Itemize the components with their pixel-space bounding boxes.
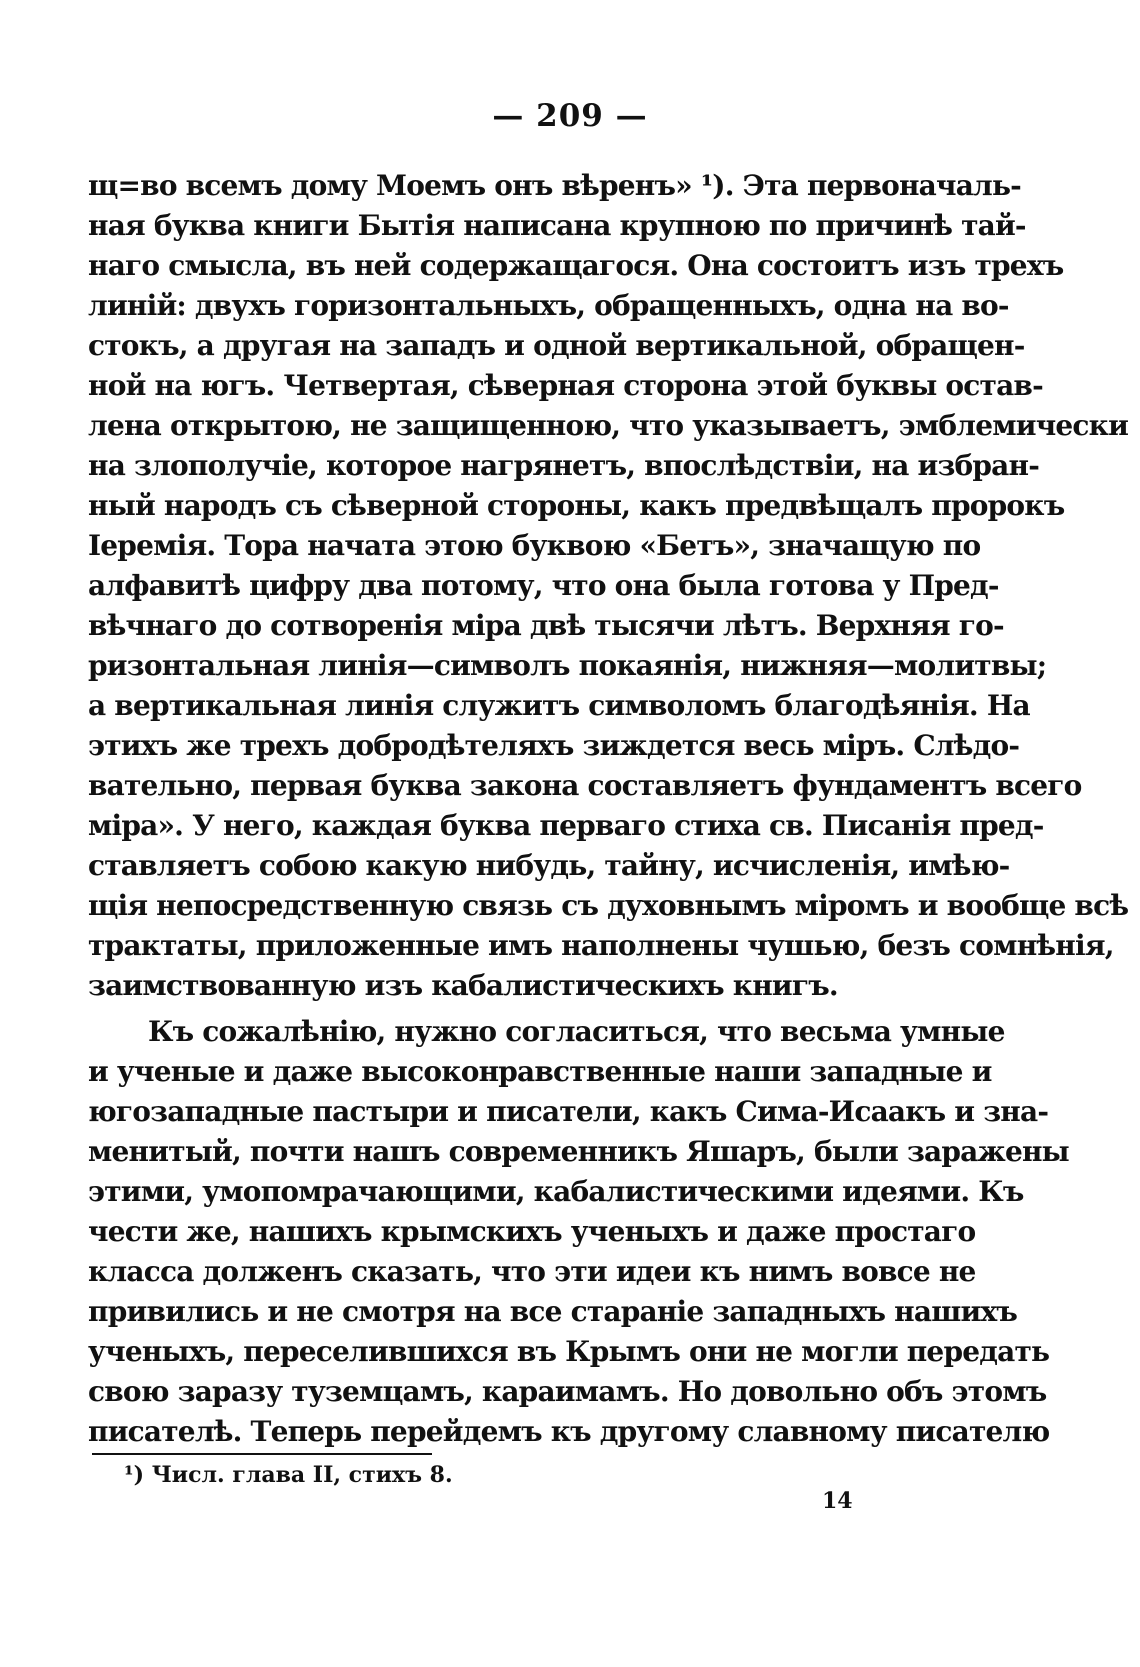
text-line: стокъ, а другая на западъ и одной вертикальной, обращен- (88, 329, 1025, 362)
text-line: Іеремія. Тора начата этою буквою «Бетъ», значащую по (88, 529, 981, 562)
text-line: вательно, первая буква закона составляетъ фундаментъ всего (88, 769, 1082, 802)
text-line: на злополучіе, которое нагрянетъ, впослѣдствіи, на избран- (88, 449, 1040, 482)
signature-mark: 14 (822, 1488, 853, 1514)
text-line: вѣчнаго до сотворенія міра двѣ тысячи лѣтъ. Верхняя го- (88, 609, 1004, 642)
text-line: ный народъ съ сѣверной стороны, какъ предвѣщалъ пророкъ (88, 489, 1065, 522)
paragraph-1 (88, 166, 1129, 1006)
text-line: щ=во всемъ дому Моемъ онъ вѣренъ» ¹). Эта первоначаль- (88, 169, 1021, 202)
text-line: ной на югъ. Четвертая, сѣверная сторона этой буквы остав- (88, 369, 1043, 402)
body-text (88, 166, 1129, 1452)
text-line: ризонтальная линія—символъ покаянія, нижняя—молитвы; (88, 649, 1047, 682)
text-line: ставляетъ собою какую нибудь, тайну, исчисленія, имѣю- (88, 849, 1010, 882)
text-line: алфавитѣ цифру два потому, что она была готова у Пред- (88, 569, 999, 602)
text-line: наго смысла, въ ней содержащагося. Она состоитъ изъ трехъ (88, 249, 1064, 282)
text-line: міра». У него, каждая буква перваго стиха св. Писанія пред- (88, 809, 1044, 842)
text-line: Къ сожалѣнію, нужно согласиться, что весьма умные (148, 1015, 1005, 1048)
text-line: щія непосредственную связь съ духовнымъ міромъ и вообще всѣ (88, 889, 1129, 922)
text-line: лена открытою, не защищенною, что указываетъ, эмблемически (88, 409, 1129, 442)
footnote: ¹) Числ. глава II, стихъ 8. (124, 1462, 453, 1488)
text-line: этими, умопомрачающими, кабалистическими идеями. Къ (88, 1175, 1024, 1208)
footnote-divider (92, 1453, 432, 1455)
text-line: заимствованную изъ кабалистическихъ книгъ. (88, 969, 838, 1002)
text-line: и ученые и даже высоконравственные наши западные и (88, 1055, 992, 1088)
text-line: писателѣ. Теперь перейдемъ къ другому славному писателю (88, 1415, 1050, 1448)
text-line: линій: двухъ горизонтальныхъ, обращенныхъ, одна на во- (88, 289, 1009, 322)
text-line: класса долженъ сказать, что эти идеи къ нимъ вовсе не (88, 1255, 976, 1288)
text-line: югозападные пастыри и писатели, какъ Сима-Исаакъ и зна- (88, 1095, 1049, 1128)
page-number: — 209 — (492, 98, 648, 134)
text-line: этихъ же трехъ добродѣтеляхъ зиждется весь міръ. Слѣдо- (88, 729, 1020, 762)
text-line: чести же, нашихъ крымскихъ ученыхъ и даже простаго (88, 1215, 976, 1248)
paragraph-2 (88, 1012, 1069, 1452)
text-line: свою заразу туземцамъ, караимамъ. Но довольно объ этомъ (88, 1375, 1047, 1408)
text-line: ученыхъ, переселившихся въ Крымъ они не могли передать (88, 1335, 1050, 1368)
text-line: а вертикальная линія служитъ символомъ благодѣянія. На (88, 689, 1030, 722)
text-line: менитый, почти нашъ современникъ Яшаръ, были заражены (88, 1135, 1069, 1168)
text-line: ная буква книги Бытія написана крупною по причинѣ тай- (88, 209, 1026, 242)
text-line: привились и не смотря на все стараніе западныхъ нашихъ (88, 1295, 1018, 1328)
text-line: трактаты, приложенные имъ наполнены чушью, безъ сомнѣнія, (88, 929, 1114, 962)
